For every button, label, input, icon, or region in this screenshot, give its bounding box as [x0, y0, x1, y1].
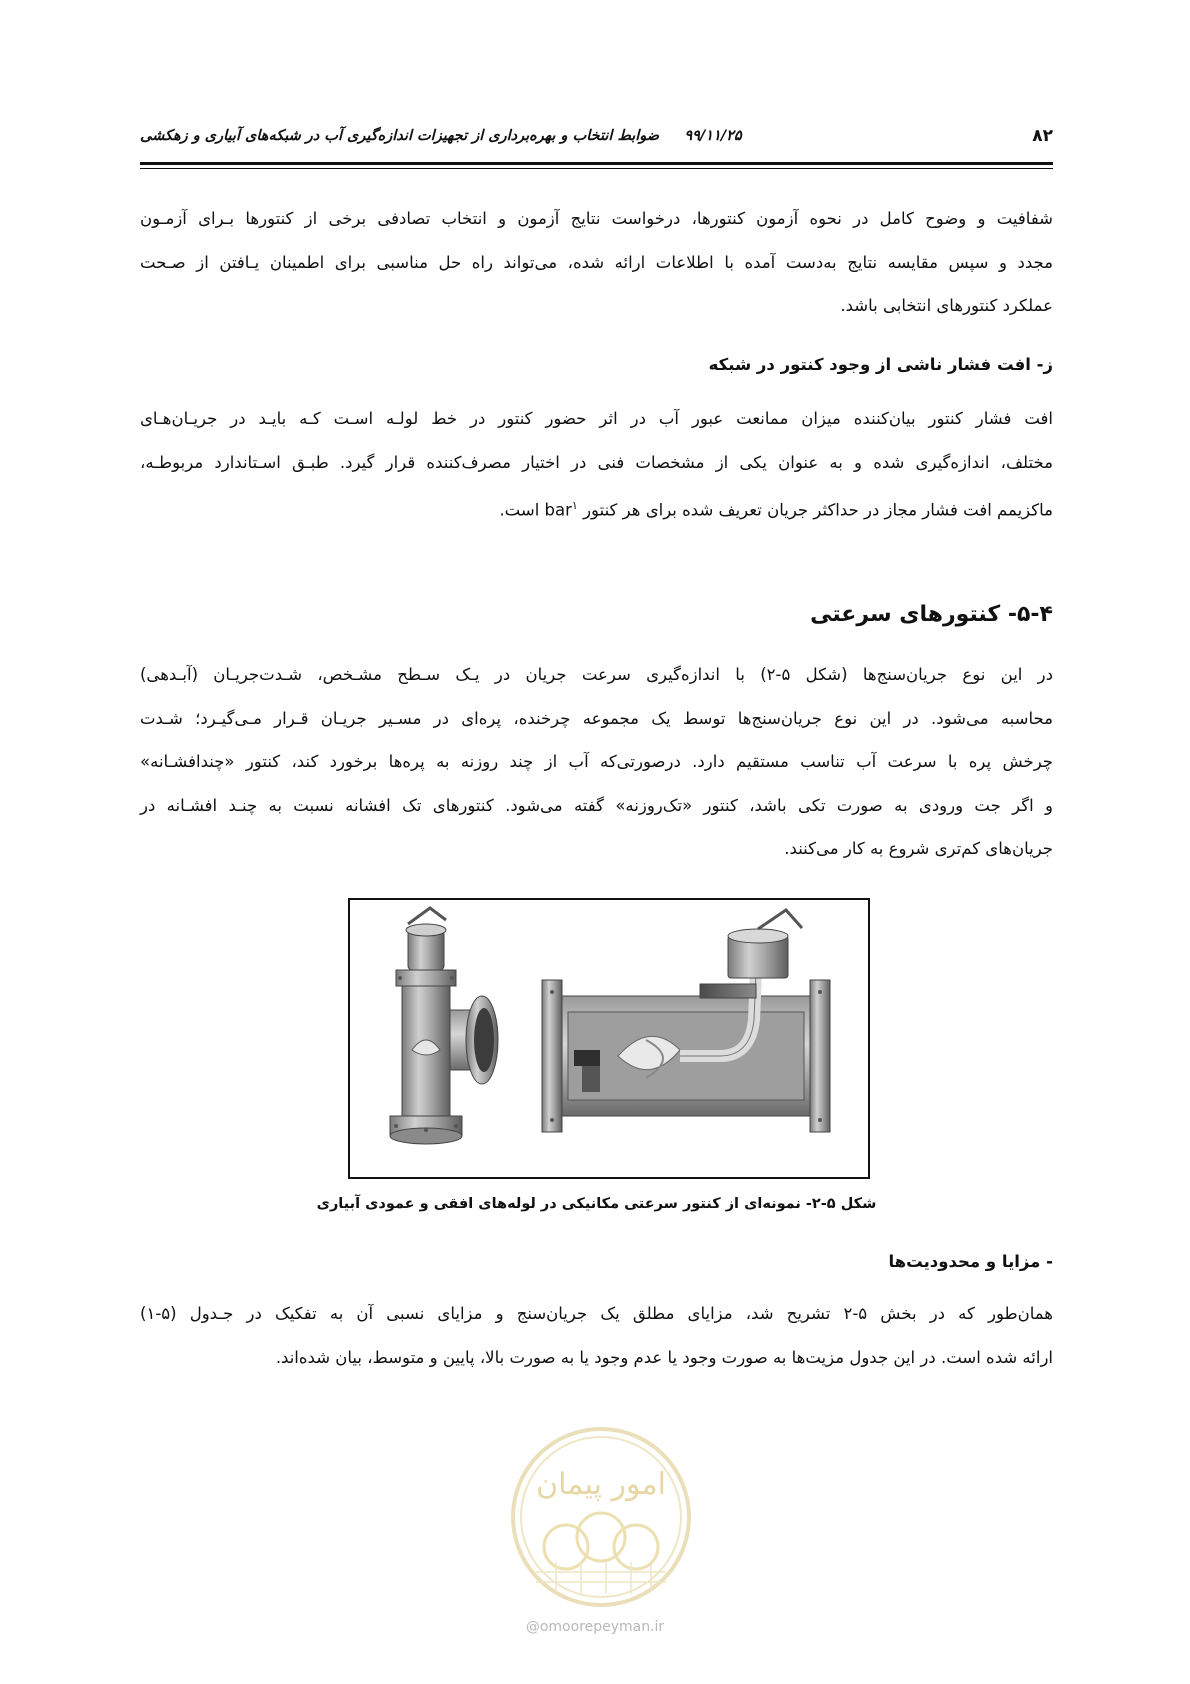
velocity-title-wrap — [140, 602, 1053, 627]
watermark-logo-text: امور پیمان — [536, 1467, 666, 1502]
watermark-url: @omoorepeyman.ir — [525, 1619, 665, 1635]
velocity-line-2: محاسبه می‌شود. در این نوع جریان‌سنج‌ها توسط یک مجموعه چرخنده، پره‌ای در مسـیر جریـان قـرار مـی‌گیـرد؛ شـدت — [140, 708, 1053, 728]
pressure-unit: bar — [544, 500, 572, 520]
velocity-line-1: در این نوع جریان‌سنج‌ها (شکل ۵-۲) با اندازه‌گیری سرعت جریان در یـک سـطح مشـخص، شـدت‌جریـان (آبـدهی) — [140, 665, 1053, 684]
pressure-line-end: است. — [499, 500, 540, 520]
vertical-meter — [390, 908, 498, 1144]
header-rule-thin — [140, 168, 1053, 169]
intro-line-2: مجدد و سپس مقایسه نتایج به‌دست آمده با اطلاعات ارائه شده، می‌تواند راه حل مناسبی برای اطمینان یـافتن از صـحت — [140, 252, 1053, 272]
watermark-logo — [506, 1422, 696, 1612]
advantages-line-2: ارائه شده است. در این جدول مزیت‌ها به صورت وجود یا عدم وجود یا به صورت بالا، پایین و متوسط، بیان شده‌اند. — [275, 1347, 1053, 1367]
figure-caption: شکل ۵-۲- نمونه‌ای از کنتور سرعتی مکانیکی در لوله‌های افقی و عمودی آبیاری — [316, 1196, 877, 1212]
footnote-ref: ۱ — [571, 499, 578, 512]
pressure-line-3-text: ماکزیمم افت فشار مجاز در حداکثر جریان تعریف شده برای هر کنتور — [583, 500, 1053, 520]
intro-line-3: عملکرد کنتورهای انتخابی باشد. — [840, 296, 1053, 315]
advantages-line-1: همان‌طور که در بخش ۵-۲ تشریح شد، مزایای مطلق یک جریان‌سنج و مزایای نسبی آن به تفکیک در جـدول (۵-۱) — [140, 1304, 1053, 1323]
header-title: ضوابط انتخاب و بهره‌برداری از تجهیزات اندازه‌گیری آب در شبکه‌های آبیاری و زهکشی — [140, 128, 660, 144]
advantages-heading: - مزایا و محدودیت‌ها — [888, 1252, 1053, 1271]
header-date: ۹۹/۱۱/۲۵ — [684, 128, 742, 144]
pressure-heading: ز- افت فشار ناشی از وجود کنتور در شبکه — [708, 355, 1053, 374]
velocity-line-4: و اگر جت ورودی به صورت تکی باشد، کنتور «تک‌روزنه» گفته می‌شود. کنتورهای تک افشانه نسبت به چنـد افشـانه در — [140, 795, 1053, 815]
running-title — [140, 128, 742, 144]
velocity-paragraph — [140, 653, 1053, 871]
pressure-line-2: مختلف، اندازه‌گیری شده و به عنوان یکی از مشخصات فنی در اختیار مصرف‌کننده قرار گیرد. طبـق اسـتاندارد مربوطـه، — [140, 452, 1053, 472]
page-header — [140, 126, 1053, 156]
intro-paragraph — [140, 197, 1053, 328]
page-number: ۸۲ — [1032, 126, 1053, 146]
pressure-heading-wrap — [140, 355, 1053, 374]
figure-meters — [348, 898, 870, 1179]
advantages-heading-wrap — [140, 1252, 1053, 1271]
intro-line-1: شفافیت و وضوح کامل در نحوه آزمون کنتورها، درخواست نتایج آزمون و انتخاب تصادفی برخی از کنتورها بـرای آزمـون — [140, 209, 1053, 228]
header-rule-thick — [140, 162, 1053, 165]
horizontal-meter — [542, 910, 830, 1132]
pressure-line-3 — [140, 484, 1053, 532]
pressure-line-1: افت فشار کنتور بیان‌کننده میزان ممانعت عبور آب در اثر حضور کنتور در خط لولـه اسـت کـه بایـد در جریـان‌هـای — [140, 409, 1053, 428]
advantages-paragraph — [140, 1292, 1053, 1379]
velocity-line-3: چرخش پره با سرعت آب تناسب مستقیم دارد. درصورتی‌که آب از چند روزنه به پره‌ها برخورد کند، کنتور «چندافشـانه» — [140, 752, 1053, 771]
velocity-line-5: جریان‌های کم‌تری شروع به کار می‌کنند. — [784, 839, 1053, 858]
meter-illustration — [350, 900, 868, 1177]
velocity-section-title: ۵-۴- کنتورهای سرعتی — [810, 602, 1053, 627]
pressure-paragraph — [140, 397, 1053, 532]
